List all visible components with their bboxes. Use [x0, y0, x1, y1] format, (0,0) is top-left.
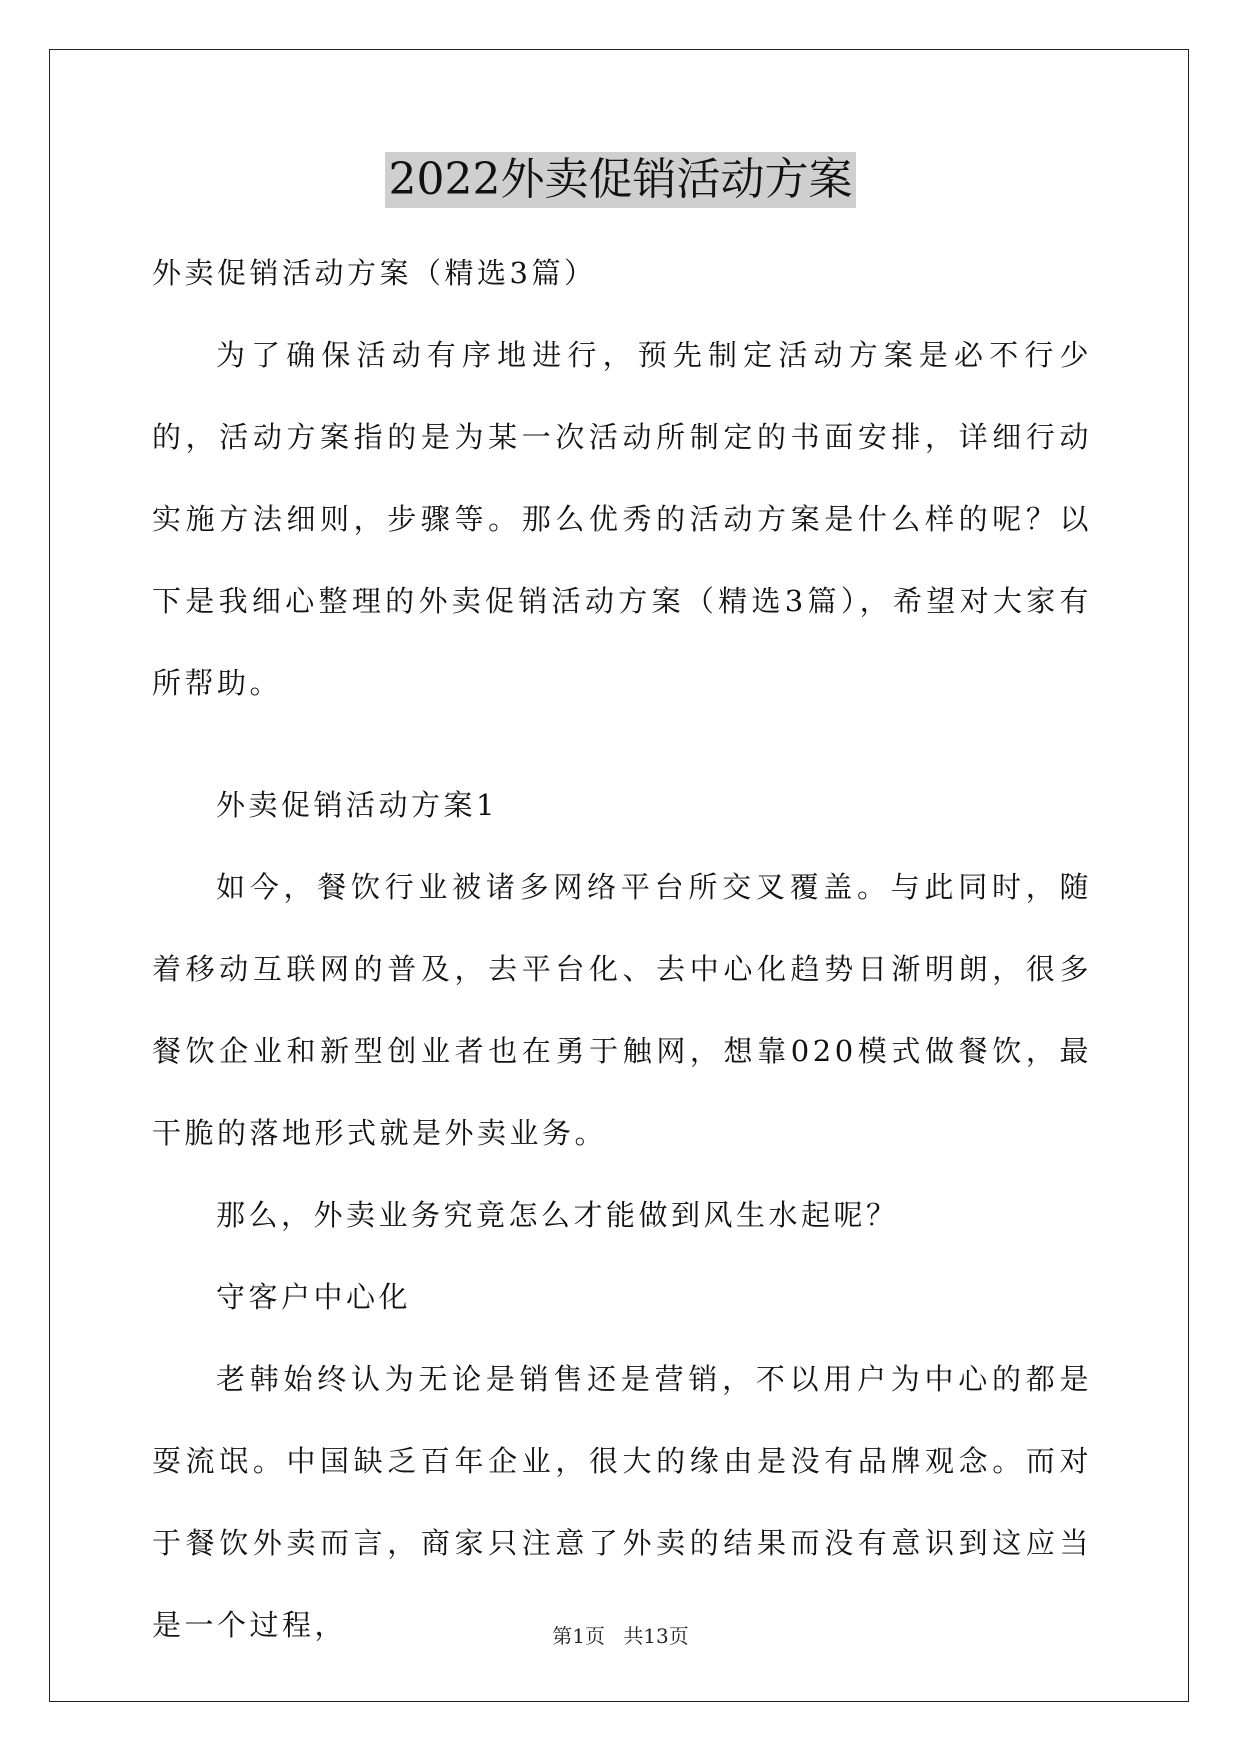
subsection-heading: 守客户中心化	[216, 1280, 412, 1314]
document-title: 2022外卖促销活动方案	[385, 152, 857, 208]
subtitle-paragraph: 外卖促销活动方案（精选3篇）	[152, 256, 597, 290]
intro-paragraph: 为了确保活动有序地进行，预先制定活动方案是必不行少的，活动方案指的是为某一次活动所制定的书面安排，详细行动实施方法细则，步骤等。那么优秀的活动方案是什么样的呢？以下是我细心整理的外卖促销活动方案（精选3篇），希望对大家有所帮助。	[152, 338, 1092, 700]
title-container	[0, 152, 1241, 208]
section-heading: 外卖促销活动方案1	[216, 788, 498, 822]
document-body	[152, 232, 1092, 1666]
page-number: 第1页	[552, 1624, 605, 1648]
body-paragraph: 老韩始终认为无论是销售还是营销，不以用户为中心的都是耍流氓。中国缺乏百年企业，很大的缘由是没有品牌观念。而对于餐饮外卖而言，商家只注意了外卖的结果而没有意识到这应当是一个过程，	[152, 1362, 1092, 1642]
page-footer	[0, 1620, 1241, 1649]
section-gap	[152, 724, 1092, 764]
page-total: 共13页	[623, 1624, 689, 1648]
body-paragraph: 如今，餐饮行业被诸多网络平台所交叉覆盖。与此同时，随着移动互联网的普及，去平台化、去中心化趋势日渐明朗，很多餐饮企业和新型创业者也在勇于触网，想靠020模式做餐饮，最干脆的落地形式就是外卖业务。	[152, 870, 1092, 1150]
body-paragraph: 那么，外卖业务究竟怎么才能做到风生水起呢？	[216, 1198, 899, 1232]
